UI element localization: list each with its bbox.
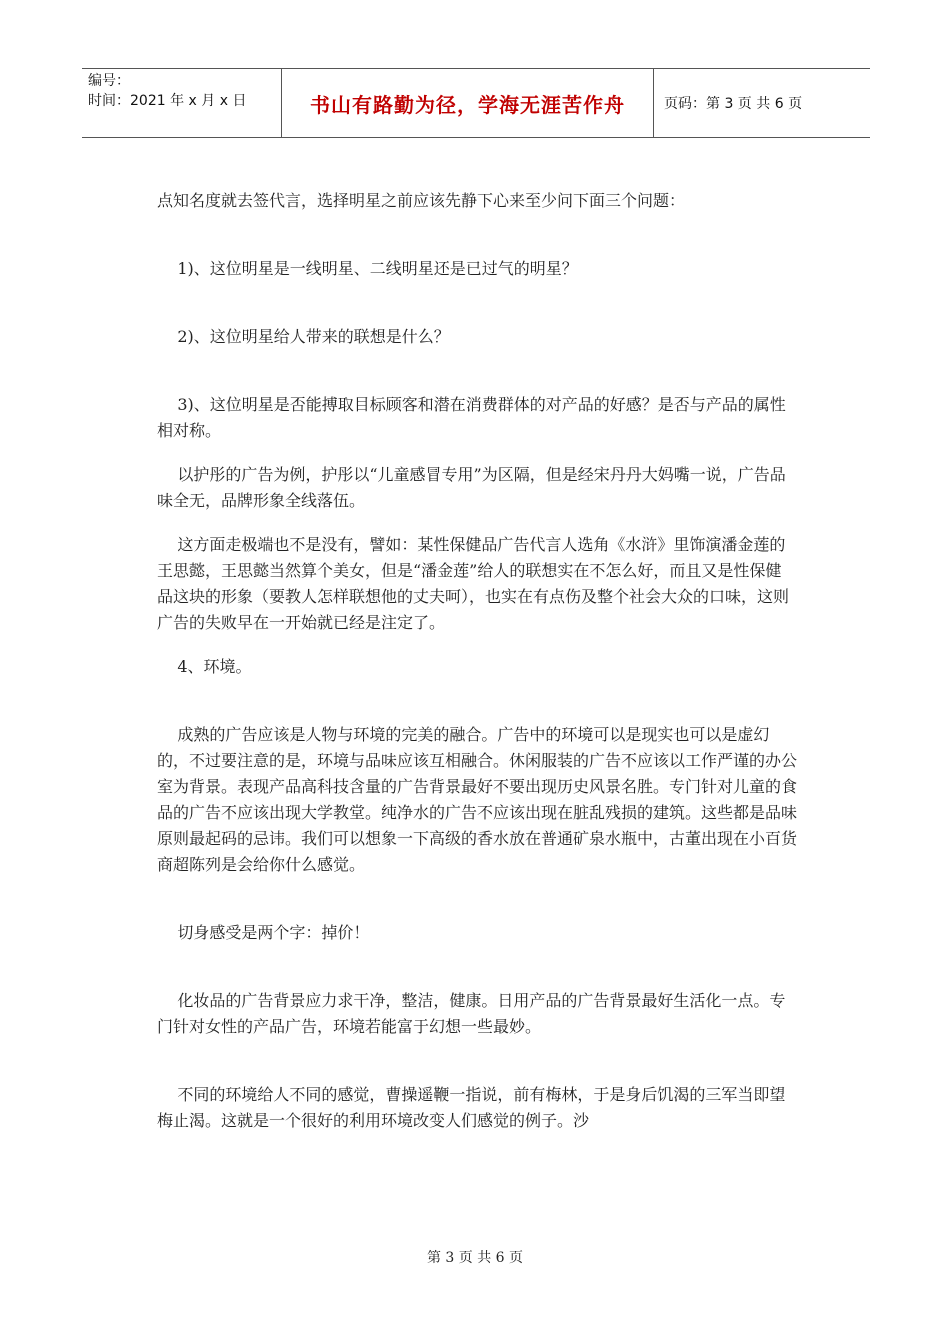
header-motto-cell	[282, 69, 654, 137]
page-footer	[0, 1247, 950, 1267]
paragraph: 4、环境。	[157, 657, 252, 676]
paragraph: 2)、这位明星给人带来的联想是什么？	[157, 327, 450, 346]
header-page-cell	[654, 69, 870, 137]
paragraph: 这方面走极端也不是没有，譬如：某性保健品广告代言人选角《水浒》里饰演潘金莲的王思懿，王思懿当然算个美女，但是“潘金莲”给人的联想实在不怎么好，而且又是性保健品这块的形象（要教人怎样联想他的丈夫呵），也实在有点伤及整个社会大众的口味，这则广告的失败早在一开始就已经是注定了。	[157, 535, 790, 632]
paragraph: 1)、这位明星是一线明星、二线明星还是已过气的明星？	[157, 259, 578, 278]
header-meta-cell	[82, 69, 282, 137]
paragraph: 以护彤的广告为例，护彤以“儿童感冒专用”为区隔，但是经宋丹丹大妈嘴一说，广告品味全无，品牌形象全线落伍。	[157, 465, 786, 510]
paragraph: 点知名度就去签代言，选择明星之前应该先静下心来至少问下面三个问题：	[157, 191, 686, 210]
number-label: 编号：	[88, 73, 130, 89]
paragraph: 不同的环境给人不同的感觉，曹操遥鞭一指说，前有梅林，于是身后饥渴的三军当即望梅止渴。这就是一个很好的利用环境改变人们感觉的例子。沙	[157, 1085, 786, 1130]
motto-text: 书山有路勤为径，学海无涯苦作舟	[310, 92, 625, 117]
paragraph: 切身感受是两个字：掉价！	[157, 923, 370, 942]
page-header	[82, 68, 870, 138]
time-label: 时间：2021 年 x 月 x 日	[88, 93, 247, 109]
footer-page-number: 第 3 页 共 6 页	[426, 1250, 524, 1266]
paragraph: 成熟的广告应该是人物与环境的完美的融合。广告中的环境可以是现实也可以是虚幻的，不过要注意的是，环境与品味应该互相融合。休闲服装的广告不应该以工作严谨的办公室为背景。表现产品高科技含量的广告背景最好不要出现历史风景名胜。专门针对儿童的食品的广告不应该出现大学教堂。纯净水的广告不应该出现在脏乱残损的建筑。这些都是品味原则最起码的忌讳。我们可以想象一下高级的香水放在普通矿泉水瓶中，古董出现在小百货商超陈列是会给你什么感觉。	[157, 725, 798, 874]
page-info: 页码：第 3 页 共 6 页	[664, 96, 803, 112]
document-body	[157, 188, 797, 1134]
paragraph: 化妆品的广告背景应力求干净，整洁，健康。日用产品的广告背景最好生活化一点。专门针对女性的产品广告，环境若能富于幻想一些最妙。	[157, 991, 786, 1036]
paragraph: 3)、这位明星是否能搏取目标顾客和潜在消费群体的对产品的好感？是否与产品的属性相对称。	[157, 395, 786, 440]
